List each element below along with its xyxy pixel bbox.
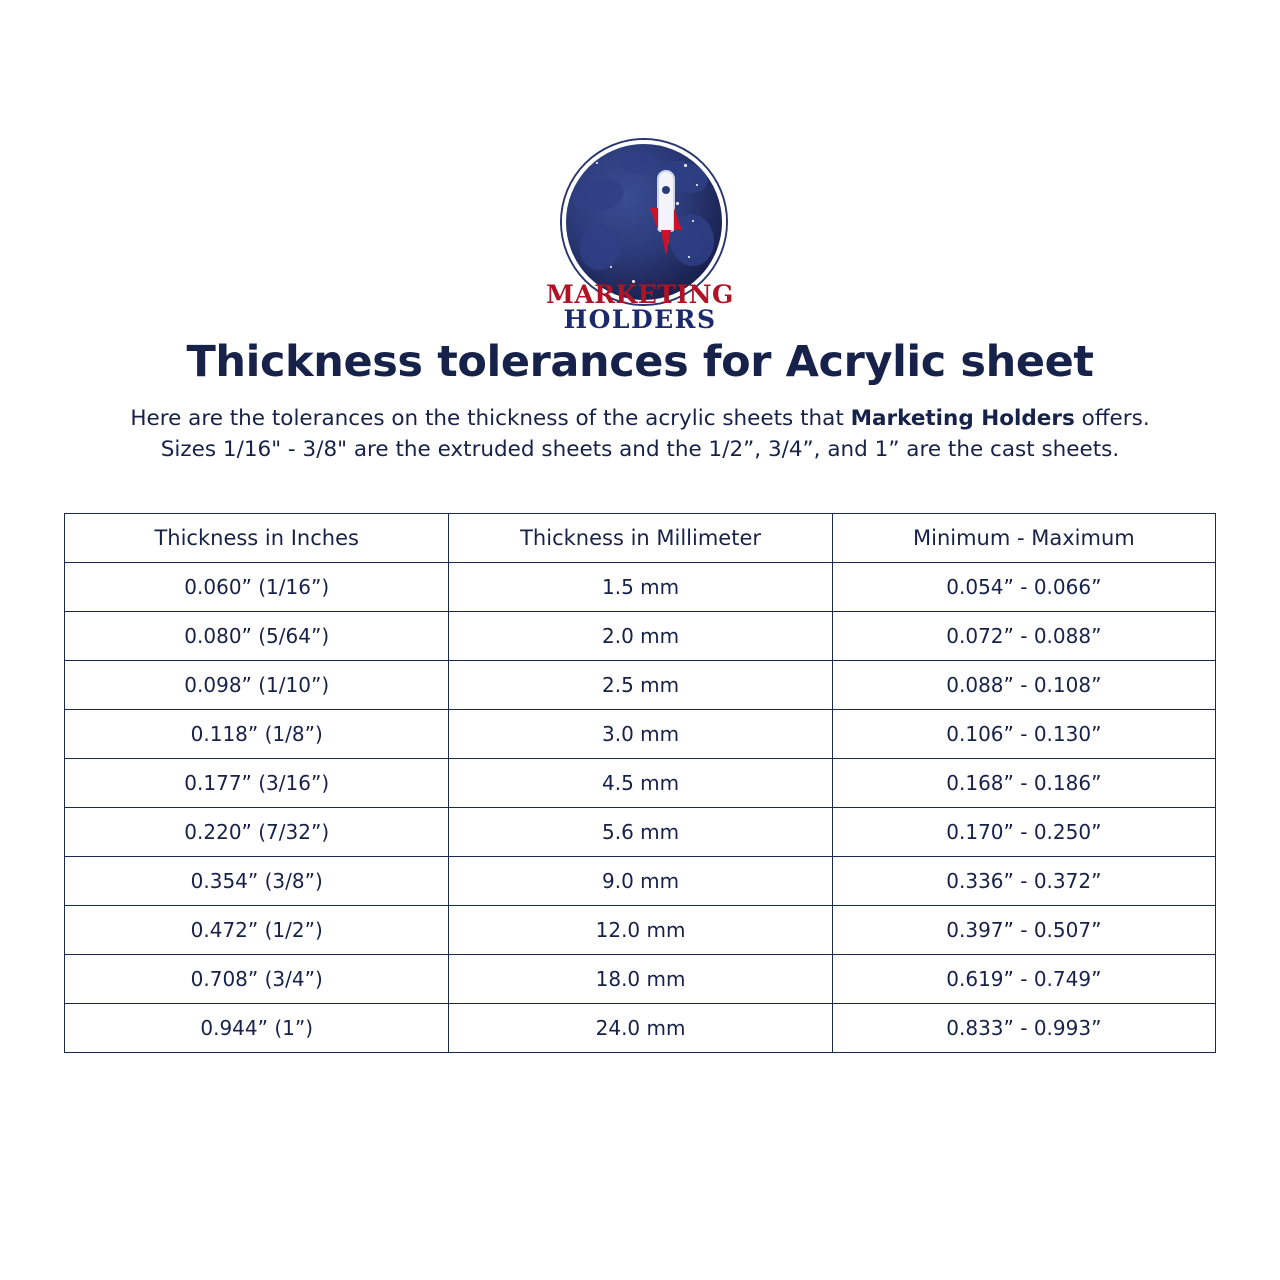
cell-inches: 0.220” (7/32”) bbox=[65, 808, 449, 857]
cell-millimeter: 18.0 mm bbox=[449, 955, 832, 1004]
cell-millimeter: 24.0 mm bbox=[449, 1004, 832, 1053]
cell-min-max: 0.336” - 0.372” bbox=[832, 857, 1215, 906]
tolerance-table bbox=[64, 513, 1216, 1053]
column-header-min-max: Minimum - Maximum bbox=[832, 514, 1215, 563]
logo-line-holders: HOLDERS bbox=[563, 305, 717, 334]
marketing-holders-logo bbox=[540, 140, 740, 334]
table-row bbox=[65, 661, 1216, 710]
table-row bbox=[65, 710, 1216, 759]
cell-inches: 0.708” (3/4”) bbox=[65, 955, 449, 1004]
logo-container bbox=[0, 0, 1280, 334]
table-row bbox=[65, 955, 1216, 1004]
table-row bbox=[65, 612, 1216, 661]
cell-min-max: 0.088” - 0.108” bbox=[832, 661, 1215, 710]
cell-inches: 0.177” (3/16”) bbox=[65, 759, 449, 808]
subtitle-text-pre: Here are the tolerances on the thickness of the acrylic sheets that bbox=[130, 406, 851, 431]
cell-millimeter: 3.0 mm bbox=[449, 710, 832, 759]
cell-min-max: 0.054” - 0.066” bbox=[832, 563, 1215, 612]
subtitle-line1 bbox=[130, 406, 1149, 431]
cell-millimeter: 4.5 mm bbox=[449, 759, 832, 808]
cell-min-max: 0.833” - 0.993” bbox=[832, 1004, 1215, 1053]
cell-inches: 0.060” (1/16”) bbox=[65, 563, 449, 612]
table-body bbox=[65, 563, 1216, 1053]
cell-inches: 0.080” (5/64”) bbox=[65, 612, 449, 661]
cell-inches: 0.098” (1/10”) bbox=[65, 661, 449, 710]
table-row bbox=[65, 808, 1216, 857]
column-header-millimeter: Thickness in Millimeter bbox=[449, 514, 832, 563]
cell-millimeter: 5.6 mm bbox=[449, 808, 832, 857]
column-header-inches: Thickness in Inches bbox=[65, 514, 449, 563]
subtitle-brand: Marketing Holders bbox=[850, 406, 1075, 431]
cell-inches: 0.472” (1/2”) bbox=[65, 906, 449, 955]
tolerance-table-container bbox=[64, 513, 1216, 1053]
cell-inches: 0.354” (3/8”) bbox=[65, 857, 449, 906]
cell-min-max: 0.106” - 0.130” bbox=[832, 710, 1215, 759]
cell-millimeter: 12.0 mm bbox=[449, 906, 832, 955]
subtitle-text-post: offers. bbox=[1074, 406, 1150, 431]
table-row bbox=[65, 857, 1216, 906]
cell-min-max: 0.072” - 0.088” bbox=[832, 612, 1215, 661]
table-row bbox=[65, 759, 1216, 808]
cell-min-max: 0.397” - 0.507” bbox=[832, 906, 1215, 955]
cell-millimeter: 9.0 mm bbox=[449, 857, 832, 906]
table-row bbox=[65, 1004, 1216, 1053]
cell-min-max: 0.168” - 0.186” bbox=[832, 759, 1215, 808]
cell-millimeter: 2.0 mm bbox=[449, 612, 832, 661]
page-subtitle bbox=[75, 403, 1205, 465]
cell-inches: 0.118” (1/8”) bbox=[65, 710, 449, 759]
subtitle-line2: Sizes 1/16" - 3/8" are the extruded sheets and the 1/2”, 3/4”, and 1” are the cast sheets. bbox=[160, 437, 1120, 463]
cell-min-max: 0.619” - 0.749” bbox=[832, 955, 1215, 1004]
table-header-row bbox=[65, 514, 1216, 563]
table-row bbox=[65, 563, 1216, 612]
cell-millimeter: 1.5 mm bbox=[449, 563, 832, 612]
page-title: Thickness tolerances for Acrylic sheet bbox=[186, 337, 1094, 387]
cell-min-max: 0.170” - 0.250” bbox=[832, 808, 1215, 857]
rocket-icon bbox=[650, 170, 682, 266]
cell-inches: 0.944” (1”) bbox=[65, 1004, 449, 1053]
logo-line-marketing: MARKETING bbox=[546, 280, 734, 309]
table-row bbox=[65, 906, 1216, 955]
logo-wordmark bbox=[540, 282, 740, 332]
cell-millimeter: 2.5 mm bbox=[449, 661, 832, 710]
